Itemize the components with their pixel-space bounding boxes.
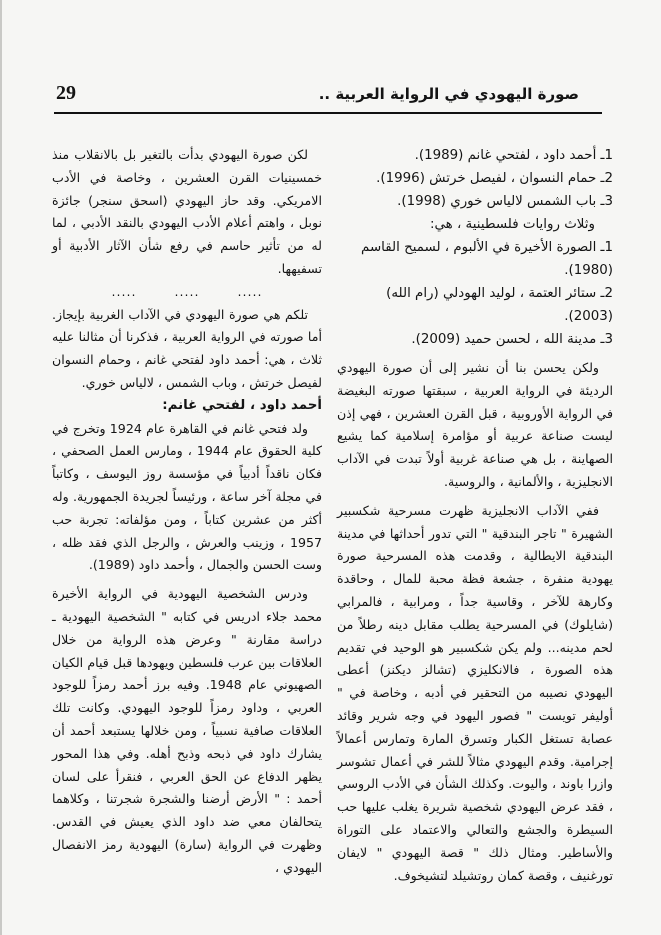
body-paragraph: ولكن يحسن بنا أن نشير إلى أن صورة اليهودي الرديئة في الرواية العربية ، سبقتها صورته البغيضة في الرواية الأوروبية ، قبل القرن العشرين ، فهي إذن ليست صناعة عربية أو مؤامرة إسلامية كما يشيع الصهاينة ، بل هي صناعة غربية أولاً تبدت في الآداب الانجليزية ، والألمانية ، والروسية.: [337, 360, 613, 489]
list-item: 3ـ مدينة الله ، لحسن حميد (2009).: [411, 332, 613, 347]
palestinian-novels-intro: وثلاث روايات فلسطينية ، هي:: [429, 217, 595, 232]
list-item: 2ـ ستائر العتمة ، لوليد الهودلي (رام الله) (2003).: [386, 286, 613, 324]
list-item: 2ـ حمام النسوان ، لفيصل خرتش (1996).: [376, 171, 613, 186]
body-paragraph: ولد فتحي غانم في القاهرة عام 1924 وتخرج في كلية الحقوق عام 1944 ، ومارس العمل الصحفي ، فكان ناقداً أدبياً في مؤسسة روز اليوسف ، وكاتباً في مجلة آخر ساعة ، ورئيساً لجريدة الجمهورية. وله أكثر من عشرين كتاباً ، ومن مؤلفاته: تجربة حب 1957 ، وزينب والعرش ، والرجل الذي فقد ظله ، وست الحسن والجمال ، وأحمد داود (1989).: [52, 420, 322, 573]
body-paragraph: ودرس الشخصية اليهودية في الرواية الأخيرة محمد جلاء ادريس في كتابه " الشخصية اليهودية ـ دراسة مقارنة " وعرض هذه الرواية من خلال العلاقات بين عرب فلسطين ويهودها قبل قيام الكيان الصهيوني عام 1948. وفيه برز أحمد رمزاً للوجود العربي ، وداود رمزاً للوجود اليهودي. وكانت تلك العلاقات صافية نسبياً ، ومن خلالها يستبعد أحمد أن يشارك داود في ذبحه وذبح أهله. وفي هذا المحور يظهر الدفاع عن الحق العربي ، فنقرأ على لسان أحمد : " الأرض أرضنا والشجرة شجرتنا ، وكلاهما يتحالفان معي ضد داود الذي يعيش في القدس. وظهرت في الرواية (سارة) اليهودية رمز الانفصال اليهودي ،: [52, 586, 322, 875]
body-paragraph: لكن صورة اليهودي بدأت بالتغير بل بالانقلاب منذ خمسينيات القرن العشرين ، وخاصة في الأدب الامريكي. وقد حاز اليهودي (اسحق سنجر) جائزة نوبل ، واهتم أعلام الأدب اليهودي بالنقد الأدبي ، لما له من تأثير حاسم في رفع شأن الآثار الأدبية أو تسفيهها.: [52, 147, 322, 276]
section-separator: [52, 281, 322, 304]
body-paragraph: ففي الآداب الانجليزية ظهرت مسرحية شكسبير الشهيرة " تاجر البندقية " التي تدور أحداثها في مدينة البندقية الايطالية ، وقدمت هذه المسرحية صورة يهودية منفرة ، جشعة فظة محبة للمال ، وحاقدة وكارهة للآخر ، وقاسية جداً ، ومرابية ، فالمرابي (شايلوك) في المسرحية يطلب مقابل دينه رطلاً من لحم مدينه... ولم يكن شكسبير هو الوحيد في تقديم هذه الصورة ، فالانكليزي (تشالز ديكنز) أعطى اليهودي نصيبه من التحقير في أدبه ، وخاصة في " أوليفر تويست " فصور اليهود في وجه شرير وقائد عصابة تستغل الكبار وتسرق المارة وتمارس أعمالاً إجرامية. وقدم اليهودي مثالاً للشر في أعمال تشوسر وازرا باوند ، واليوت. وكذلك الشأن في الأدب الروسي ، فقد عرض اليهودي شخصية شريرة يغلب عليها حب السيطرة والجشع والتعالي والاعتماد على التوراة والأساطير. ومثال ذلك " قصة اليهودي " لايفان تورغنيف ، وقصة كمان روتشيلد لتشيخوف.: [337, 502, 613, 883]
section-subheading: أحمد داود ، لفتحي غانم:: [162, 397, 322, 413]
page-edge-shadow: [0, 0, 2, 935]
right-column: [337, 144, 613, 887]
separator-dots: .....: [111, 283, 137, 299]
separator-dots: .....: [237, 283, 263, 299]
separator-dots: .....: [174, 283, 200, 299]
running-title: صورة اليهودي في الرواية العربية ..: [318, 85, 579, 103]
body-paragraph: تلكم هي صورة اليهودي في الآداب الغربية بإيجاز. أما صورته في الرواية العربية ، فذكرنا أن مثالنا عليه ثلاث ، هي: أحمد داود لفتحي غانم ، وحمام النسوان لفيصل خرتش ، وباب الشمس ، لالياس خوري.: [52, 306, 322, 390]
list-item: 1ـ أحمد داود ، لفتحي غانم (1989).: [414, 148, 613, 163]
list-item: 1ـ الصورة الأخيرة في الألبوم ، لسميح القاسم (1980).: [361, 240, 613, 278]
page-number: 29: [56, 82, 76, 104]
header-rule: [54, 112, 602, 114]
list-item: 3ـ باب الشمس لالياس خوري (1998).: [397, 194, 613, 209]
left-column: [52, 144, 322, 880]
